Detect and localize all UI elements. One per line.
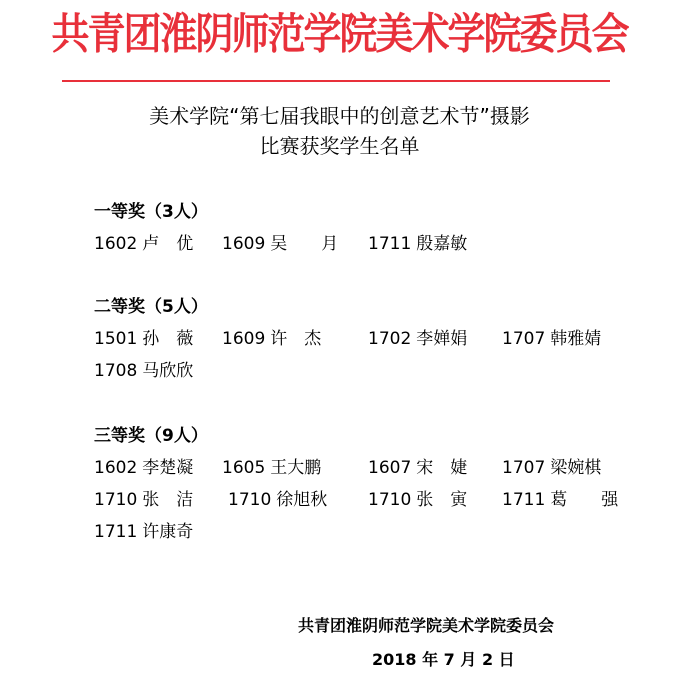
award-winner (228, 489, 327, 511)
winner-name: 梁婉棋 (550, 458, 602, 478)
winner-class: 1602 (94, 458, 138, 478)
award-winner (94, 328, 193, 350)
winner-name: 李楚凝 (142, 458, 194, 478)
winner-class: 1605 (222, 458, 266, 478)
award-winner (368, 328, 467, 350)
winner-class: 1702 (368, 329, 412, 349)
winner-name: 孙 薇 (142, 329, 194, 349)
award-winner (222, 328, 321, 350)
award-winner (368, 489, 467, 511)
award-winner (94, 489, 193, 511)
award-winner (94, 233, 193, 255)
first-prize-heading: 一等奖（3人） (94, 202, 208, 222)
award-winner (368, 457, 467, 479)
winner-class: 1711 (502, 490, 546, 510)
winner-name: 韩雅婧 (550, 329, 602, 349)
document-title-line-2: 比赛获奖学生名单 (259, 134, 420, 158)
third-prize-heading: 三等奖（9人） (94, 426, 208, 446)
award-winner (368, 233, 467, 255)
winner-class: 1710 (94, 490, 138, 510)
second-prize-heading: 二等奖（5人） (94, 297, 208, 317)
winner-name: 殷嘉敏 (416, 234, 468, 254)
winner-class: 1710 (228, 490, 272, 510)
winner-class: 1609 (222, 234, 266, 254)
winner-class: 1708 (94, 361, 138, 381)
winner-name: 吴 月 (270, 234, 339, 254)
document-title-line-1: 美术学院“第七届我眼中的创意艺术节”摄影 (149, 104, 530, 128)
letterhead-title: 共青团淮阴师范学院美术学院委员会 (51, 8, 628, 59)
winner-name: 马欣欣 (142, 361, 194, 381)
winner-class: 1607 (368, 458, 412, 478)
winner-class: 1501 (94, 329, 138, 349)
winner-class: 1710 (368, 490, 412, 510)
winner-name: 葛 强 (550, 490, 619, 510)
award-winner (94, 457, 193, 479)
award-winner (502, 457, 601, 479)
award-winner (222, 457, 321, 479)
winner-name: 许 杰 (270, 329, 322, 349)
winner-name: 李婵娟 (416, 329, 468, 349)
winner-class: 1609 (222, 329, 266, 349)
winner-name: 王大鹏 (270, 458, 322, 478)
winner-class: 1707 (502, 458, 546, 478)
award-winner (94, 360, 193, 382)
award-winner (94, 521, 193, 543)
winner-name: 张 洁 (142, 490, 194, 510)
winner-name: 宋 婕 (416, 458, 468, 478)
winner-name: 卢 优 (142, 234, 194, 254)
letterhead-divider (62, 80, 610, 82)
winner-name: 徐旭秋 (276, 490, 328, 510)
winner-name: 张 寅 (416, 490, 468, 510)
winner-class: 1711 (94, 522, 138, 542)
signature-organization: 共青团淮阴师范学院美术学院委员会 (298, 616, 555, 635)
award-winner (502, 328, 601, 350)
winner-name: 许康奇 (142, 522, 194, 542)
signature-date: 2018 年 7 月 2 日 (372, 650, 515, 669)
winner-class: 1711 (368, 234, 412, 254)
award-winner (222, 233, 338, 255)
winner-class: 1602 (94, 234, 138, 254)
award-winner (502, 489, 618, 511)
winner-class: 1707 (502, 329, 546, 349)
